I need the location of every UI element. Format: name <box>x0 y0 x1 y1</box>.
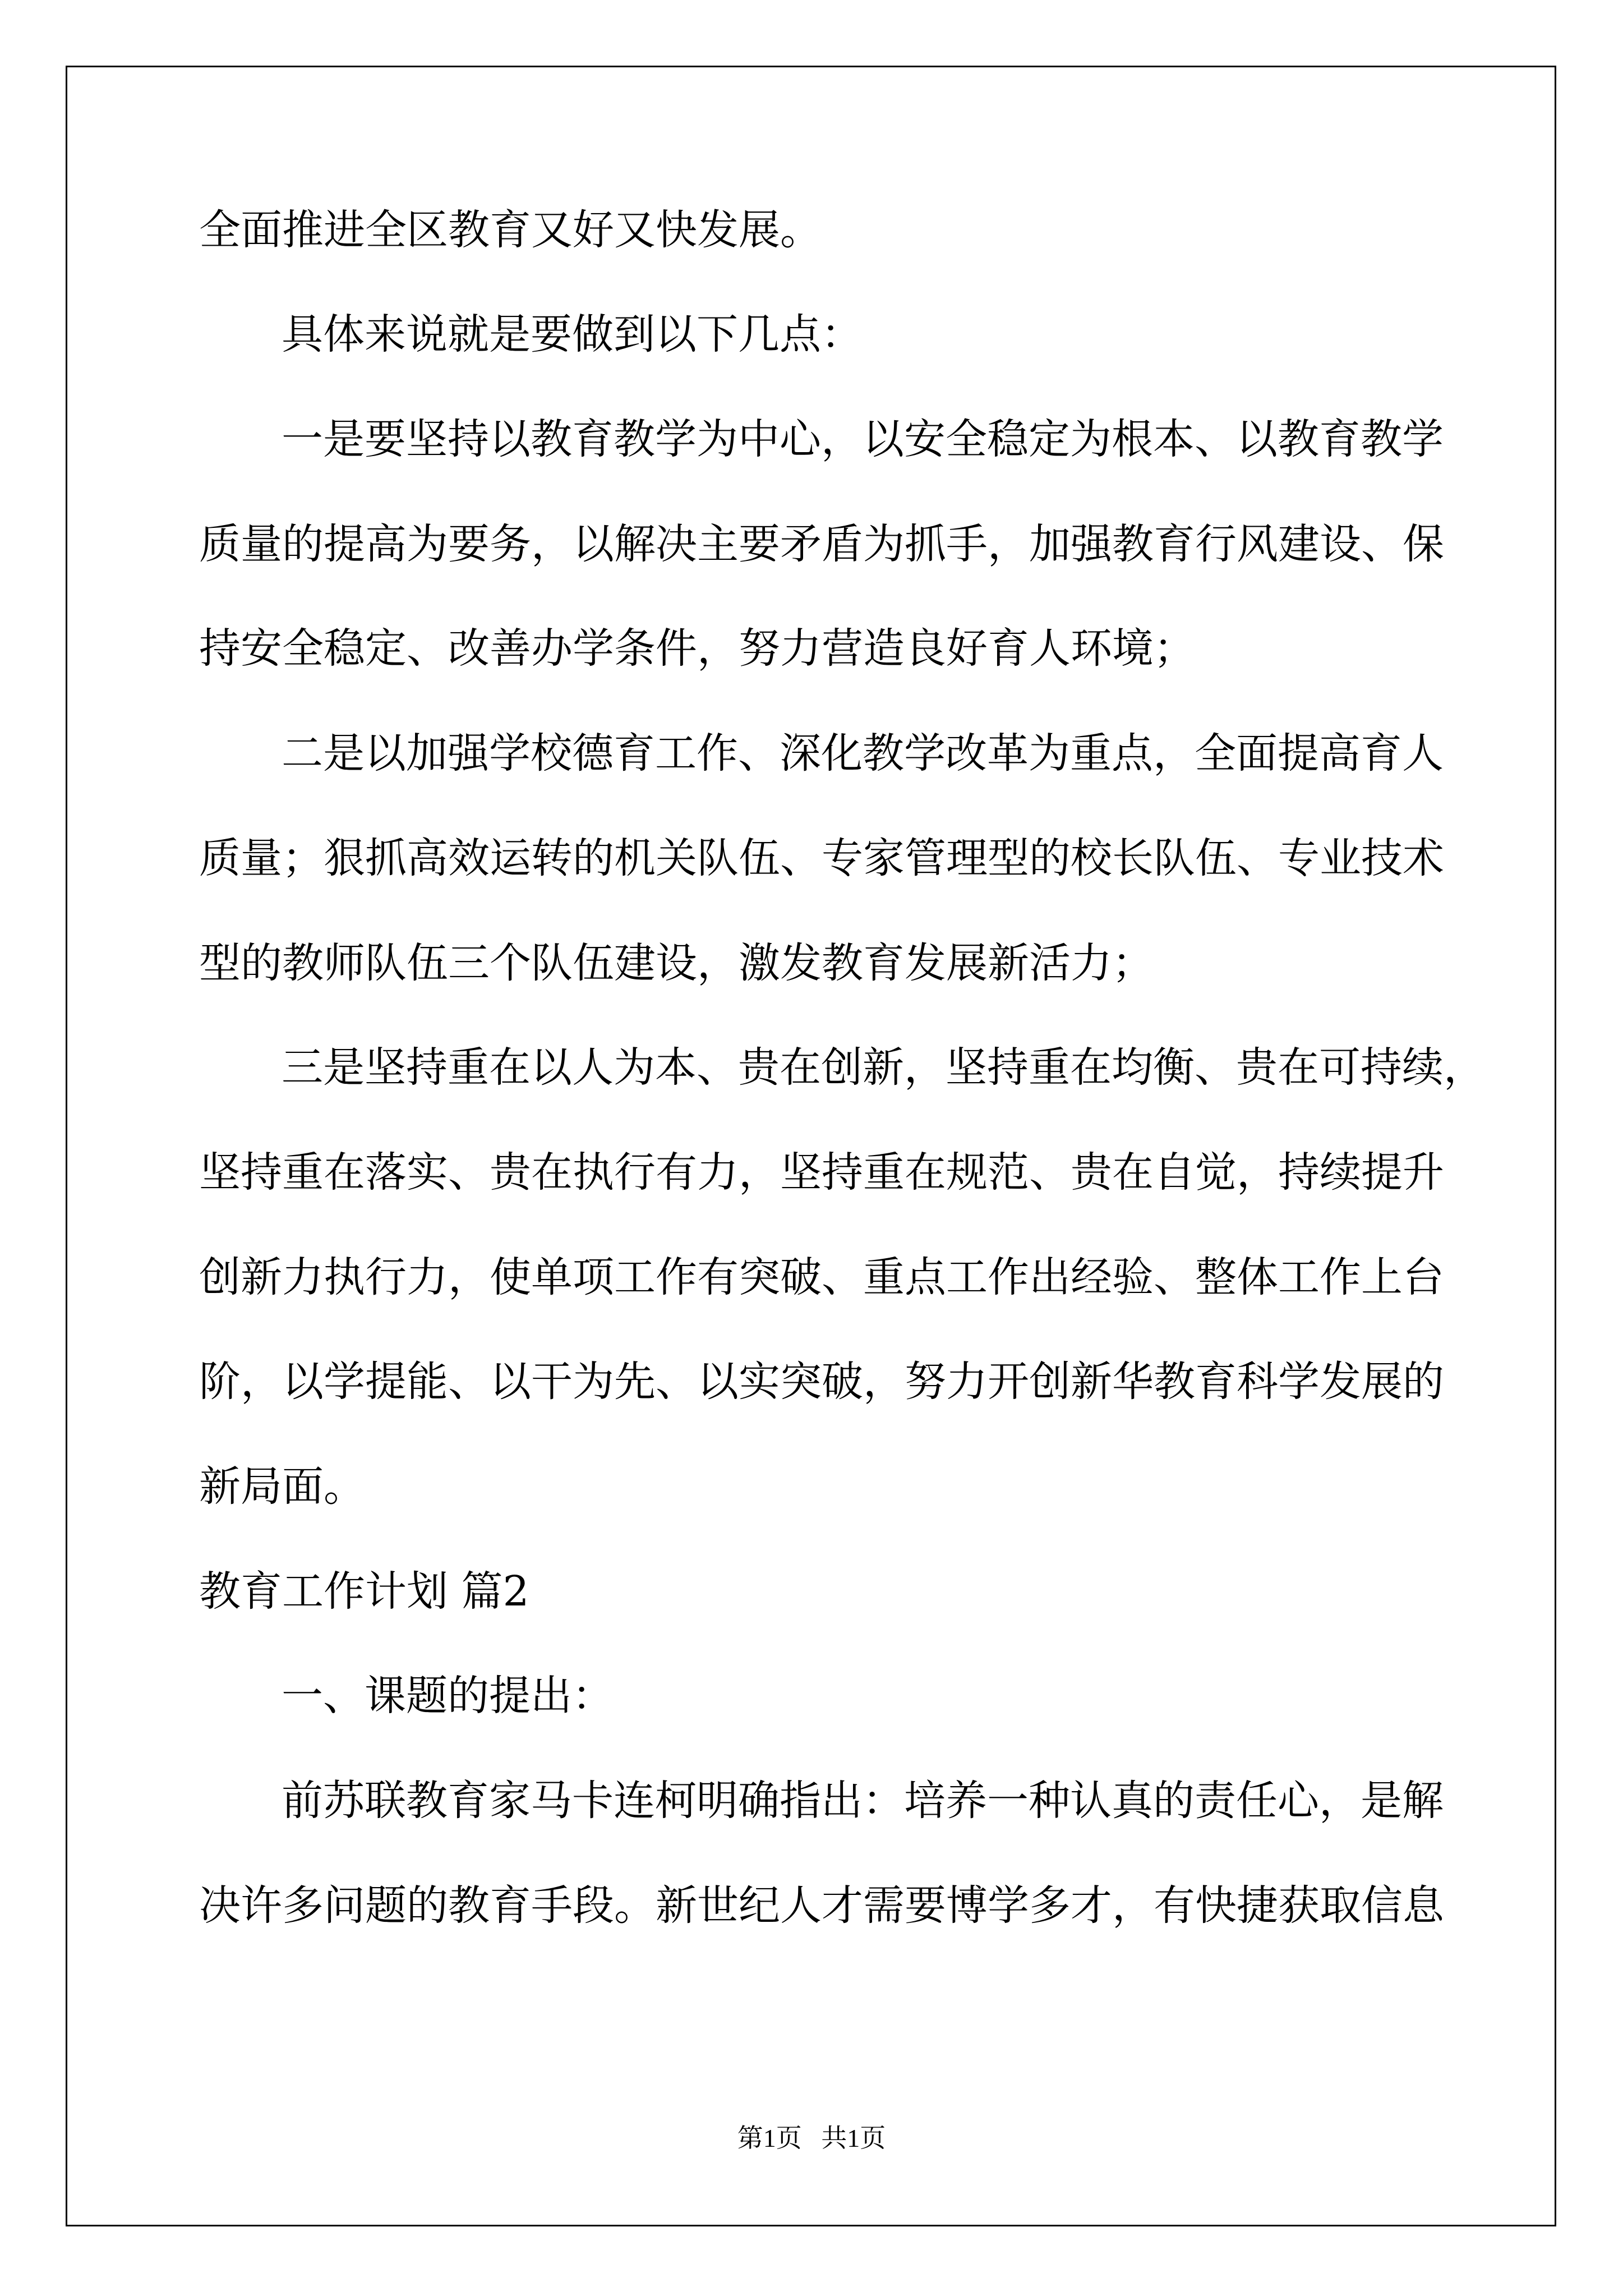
text-line: 全面推进全区教育又好又快发展。 <box>199 206 822 254</box>
text-line: 创新力执行力，使单项工作有突破、重点工作出经验、整体工作上台 <box>199 1253 1444 1301</box>
text-line: 前苏联教育家马卡连柯明确指出：培养一种认真的责任心，是解 <box>282 1777 1444 1825</box>
text-line: 阶，以学提能、以干为先、以实突破，努力开创新华教育科学发展的 <box>199 1358 1444 1406</box>
text-line: 新局面。 <box>199 1462 365 1511</box>
text-line: 型的教师队伍三个队伍建设，激发教育发展新活力； <box>199 939 1154 987</box>
text-line: 质量的提高为要务，以解决主要矛盾为抓手，加强教育行风建设、保 <box>199 520 1444 568</box>
page-number-footer: 第1页 共1页 <box>737 2124 886 2152</box>
text-line: 质量；狠抓高效运转的机关队伍、专家管理型的校长队伍、专业技术 <box>199 834 1444 882</box>
text-line: 三是坚持重在以人为本、贵在创新，坚持重在均衡、贵在可持续， <box>282 1043 1485 1092</box>
text-line: 决许多问题的教育手段。新世纪人才需要博学多才，有快捷获取信息 <box>199 1881 1444 1930</box>
text-line: 持安全稳定、改善办学条件，努力营造良好育人环境； <box>199 624 1195 673</box>
text-line: 二是以加强学校德育工作、深化教学改革为重点，全面提高育人 <box>282 729 1444 777</box>
section-heading: 教育工作计划 篇2 <box>199 1567 529 1616</box>
text-line: 一是要坚持以教育教学为中心，以安全稳定为根本、以教育教学 <box>282 415 1444 463</box>
text-line: 一、课题的提出： <box>282 1672 614 1720</box>
text-line: 坚持重在落实、贵在执行有力，坚持重在规范、贵在自觉，持续提升 <box>199 1148 1444 1197</box>
text-line: 具体来说就是要做到以下几点： <box>282 310 863 358</box>
